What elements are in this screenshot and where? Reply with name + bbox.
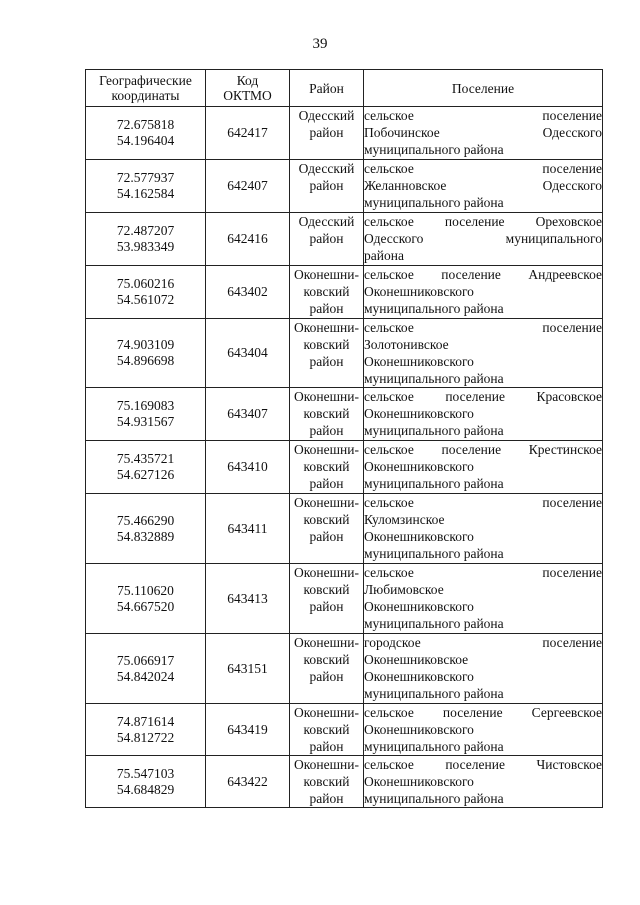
- latitude-value: 54.627126: [116, 467, 175, 482]
- oktmo-code-cell: 643410: [206, 441, 290, 494]
- settlement-line: муниципального района: [364, 791, 504, 806]
- page-number: 39: [312, 36, 328, 52]
- settlement-line: Оконешниковского: [364, 774, 474, 789]
- longitude-value: 72.675818: [116, 117, 175, 132]
- district-line: ковский: [303, 406, 350, 421]
- settlement-line: муниципального района: [364, 423, 504, 438]
- district-line: Оконешни-: [294, 389, 359, 404]
- district-line: ковский: [303, 512, 350, 527]
- district-line: ковский: [303, 582, 350, 597]
- oktmo-code-cell: 643151: [206, 634, 290, 704]
- coordinates-cell: [86, 441, 206, 494]
- district-line: ковский: [303, 722, 350, 737]
- coordinates-cell: [86, 634, 206, 704]
- oktmo-code-cell: 643402: [206, 266, 290, 319]
- district-line: район: [309, 178, 344, 193]
- district-line: ковский: [303, 774, 350, 789]
- settlement-cell: [364, 494, 603, 564]
- table-row: [86, 756, 603, 808]
- settlement-line: Оконешниковского: [364, 284, 474, 299]
- settlement-cell: [364, 704, 603, 756]
- latitude-value: 54.684829: [116, 781, 175, 797]
- latitude-value: 54.667520: [116, 598, 175, 614]
- header-coordinates-line: координаты: [111, 88, 180, 103]
- latitude-value: 54.842024: [116, 668, 175, 684]
- district-line: Оконешни-: [294, 442, 359, 457]
- settlement-cell: [364, 756, 603, 808]
- district-line: район: [309, 423, 344, 438]
- table-row: [86, 213, 603, 266]
- district-line: Одесский: [298, 108, 355, 123]
- settlement-line: Золотонивское: [364, 337, 449, 352]
- longitude-value: 75.060216: [116, 276, 175, 291]
- oktmo-code-cell: 643404: [206, 319, 290, 388]
- latitude-value: 54.162584: [116, 186, 175, 201]
- settlement-line: муниципального района: [364, 371, 504, 386]
- settlement-line: сельское поселение: [364, 565, 602, 580]
- settlement-cell: [364, 564, 603, 634]
- oktmo-code-cell: 643422: [206, 756, 290, 808]
- latitude-value: 54.561072: [116, 292, 175, 307]
- table-body: [86, 107, 603, 808]
- district-line: Оконешни-: [294, 565, 359, 580]
- coordinates-cell: [86, 266, 206, 319]
- settlement-line: муниципального района: [364, 195, 504, 210]
- district-line: ковский: [303, 652, 350, 667]
- table-row: [86, 266, 603, 319]
- district-line: район: [309, 476, 344, 491]
- settlement-line: Оконешниковского: [364, 529, 474, 544]
- latitude-value: 54.832889: [116, 528, 175, 544]
- longitude-value: 75.547103: [116, 765, 175, 781]
- table-row: [86, 319, 603, 388]
- district-line: район: [309, 739, 344, 754]
- district-cell: [290, 756, 364, 808]
- settlement-line: Куломзинское: [364, 512, 445, 527]
- oktmo-code-cell: 642416: [206, 213, 290, 266]
- coordinates-cell: [86, 107, 206, 160]
- longitude-value: 75.110620: [117, 582, 174, 598]
- settlement-line: Оконешниковского: [364, 669, 474, 684]
- district-line: район: [309, 599, 344, 614]
- settlement-line: муниципального района: [364, 616, 504, 631]
- settlement-line: Оконешниковского: [364, 459, 474, 474]
- settlement-line: сельское поселение: [364, 320, 602, 335]
- district-cell: [290, 494, 364, 564]
- district-cell: [290, 564, 364, 634]
- oktmo-code-cell: 643411: [206, 494, 290, 564]
- district-cell: [290, 160, 364, 213]
- header-settlement-line: Поселение: [451, 80, 515, 96]
- district-line: район: [309, 231, 344, 246]
- settlement-line: муниципального района: [364, 476, 504, 491]
- settlement-line: сельское поселение Ореховское: [364, 214, 602, 229]
- district-cell: [290, 213, 364, 266]
- longitude-value: 75.066917: [116, 652, 175, 668]
- settlement-line: Любимовское: [364, 582, 444, 597]
- settlement-cell: [364, 634, 603, 704]
- latitude-value: 54.896698: [116, 353, 175, 368]
- oktmo-code-cell: 642407: [206, 160, 290, 213]
- coordinates-cell: [86, 704, 206, 756]
- coordinates-cell: [86, 160, 206, 213]
- district-line: район: [309, 301, 344, 316]
- table-row: [86, 388, 603, 441]
- settlement-line: муниципального района: [364, 686, 504, 701]
- settlement-cell: [364, 266, 603, 319]
- header-district-line: Район: [309, 80, 344, 96]
- district-line: ковский: [303, 337, 350, 352]
- settlement-cell: [364, 319, 603, 388]
- header-coordinates: [86, 70, 206, 107]
- table-row: [86, 441, 603, 494]
- district-line: Оконешни-: [294, 635, 359, 650]
- settlement-line: городское поселение: [364, 635, 602, 650]
- longitude-value: 72.577937: [116, 170, 175, 185]
- coordinates-cell: [86, 319, 206, 388]
- district-cell: [290, 388, 364, 441]
- settlement-line: сельское поселение Андреевское: [364, 267, 602, 282]
- district-line: район: [309, 669, 344, 684]
- latitude-value: 54.931567: [116, 414, 175, 429]
- settlement-line: Оконешниковское: [364, 652, 469, 667]
- table-row: [86, 634, 603, 704]
- district-line: Оконешни-: [294, 757, 359, 772]
- settlement-line: Оконешниковского: [364, 406, 474, 421]
- oktmo-code-cell: 643419: [206, 704, 290, 756]
- district-line: Одесский: [298, 161, 355, 176]
- table-row: [86, 494, 603, 564]
- settlement-line: Желанновское Одесского: [364, 178, 602, 193]
- district-line: район: [309, 529, 344, 544]
- settlement-cell: [364, 213, 603, 266]
- district-line: ковский: [303, 284, 350, 299]
- district-cell: [290, 634, 364, 704]
- table-row: [86, 704, 603, 756]
- longitude-value: 74.871614: [116, 713, 175, 729]
- header-settlement: [364, 70, 603, 107]
- latitude-value: 54.196404: [116, 133, 175, 148]
- longitude-value: 75.435721: [116, 451, 175, 466]
- settlements-table: [85, 69, 603, 808]
- district-cell: [290, 107, 364, 160]
- longitude-value: 72.487207: [116, 223, 175, 238]
- district-cell: [290, 704, 364, 756]
- district-line: Оконешни-: [294, 705, 359, 720]
- header-district: [290, 70, 364, 107]
- settlement-line: Оконешниковского: [364, 354, 474, 369]
- district-line: район: [309, 125, 344, 140]
- settlement-line: сельское поселение Крестинское: [364, 442, 602, 457]
- district-cell: [290, 266, 364, 319]
- district-line: район: [309, 791, 344, 806]
- coordinates-cell: [86, 756, 206, 808]
- district-line: район: [309, 354, 344, 369]
- oktmo-code-cell: 642417: [206, 107, 290, 160]
- settlement-cell: [364, 388, 603, 441]
- settlement-cell: [364, 160, 603, 213]
- oktmo-code-cell: 643407: [206, 388, 290, 441]
- settlement-line: сельское поселение Сергеевское: [364, 705, 602, 720]
- district-cell: [290, 441, 364, 494]
- settlement-line: района: [364, 248, 404, 263]
- settlement-line: сельское поселение Красовское: [364, 389, 602, 404]
- header-coordinates-line: Географические: [99, 73, 192, 88]
- settlement-line: сельское поселение: [364, 495, 602, 510]
- district-line: Одесский: [298, 214, 355, 229]
- settlement-line: сельское поселение Чистовское: [364, 757, 602, 772]
- header-oktmo: [206, 70, 290, 107]
- header-oktmo-line: ОКТМО: [223, 88, 272, 103]
- settlement-line: Оконешниковского: [364, 722, 474, 737]
- settlement-cell: [364, 441, 603, 494]
- settlement-line: муниципального района: [364, 546, 504, 561]
- longitude-value: 74.903109: [116, 337, 175, 352]
- settlement-line: сельское поселение: [364, 161, 602, 176]
- latitude-value: 53.983349: [116, 239, 175, 254]
- settlement-line: Оконешниковского: [364, 599, 474, 614]
- coordinates-cell: [86, 564, 206, 634]
- settlement-line: муниципального района: [364, 739, 504, 754]
- coordinates-cell: [86, 494, 206, 564]
- settlement-line: муниципального района: [364, 301, 504, 316]
- settlement-cell: [364, 107, 603, 160]
- district-line: ковский: [303, 459, 350, 474]
- latitude-value: 54.812722: [116, 729, 175, 745]
- coordinates-cell: [86, 388, 206, 441]
- table-row: [86, 160, 603, 213]
- oktmo-code-cell: 643413: [206, 564, 290, 634]
- longitude-value: 75.169083: [116, 398, 175, 413]
- coordinates-cell: [86, 213, 206, 266]
- settlement-line: Одесского муниципального: [364, 231, 602, 246]
- table-row: [86, 107, 603, 160]
- header-oktmo-line: Код: [236, 73, 259, 88]
- settlement-line: Побочинское Одесского: [364, 125, 602, 140]
- district-line: Оконешни-: [294, 267, 359, 282]
- settlement-line: муниципального района: [364, 142, 504, 157]
- district-line: Оконешни-: [294, 495, 359, 510]
- settlement-line: сельское поселение: [364, 108, 602, 123]
- district-line: Оконешни-: [294, 320, 359, 335]
- table-row: [86, 564, 603, 634]
- table-header-row: [86, 70, 603, 107]
- longitude-value: 75.466290: [116, 512, 175, 528]
- district-cell: [290, 319, 364, 388]
